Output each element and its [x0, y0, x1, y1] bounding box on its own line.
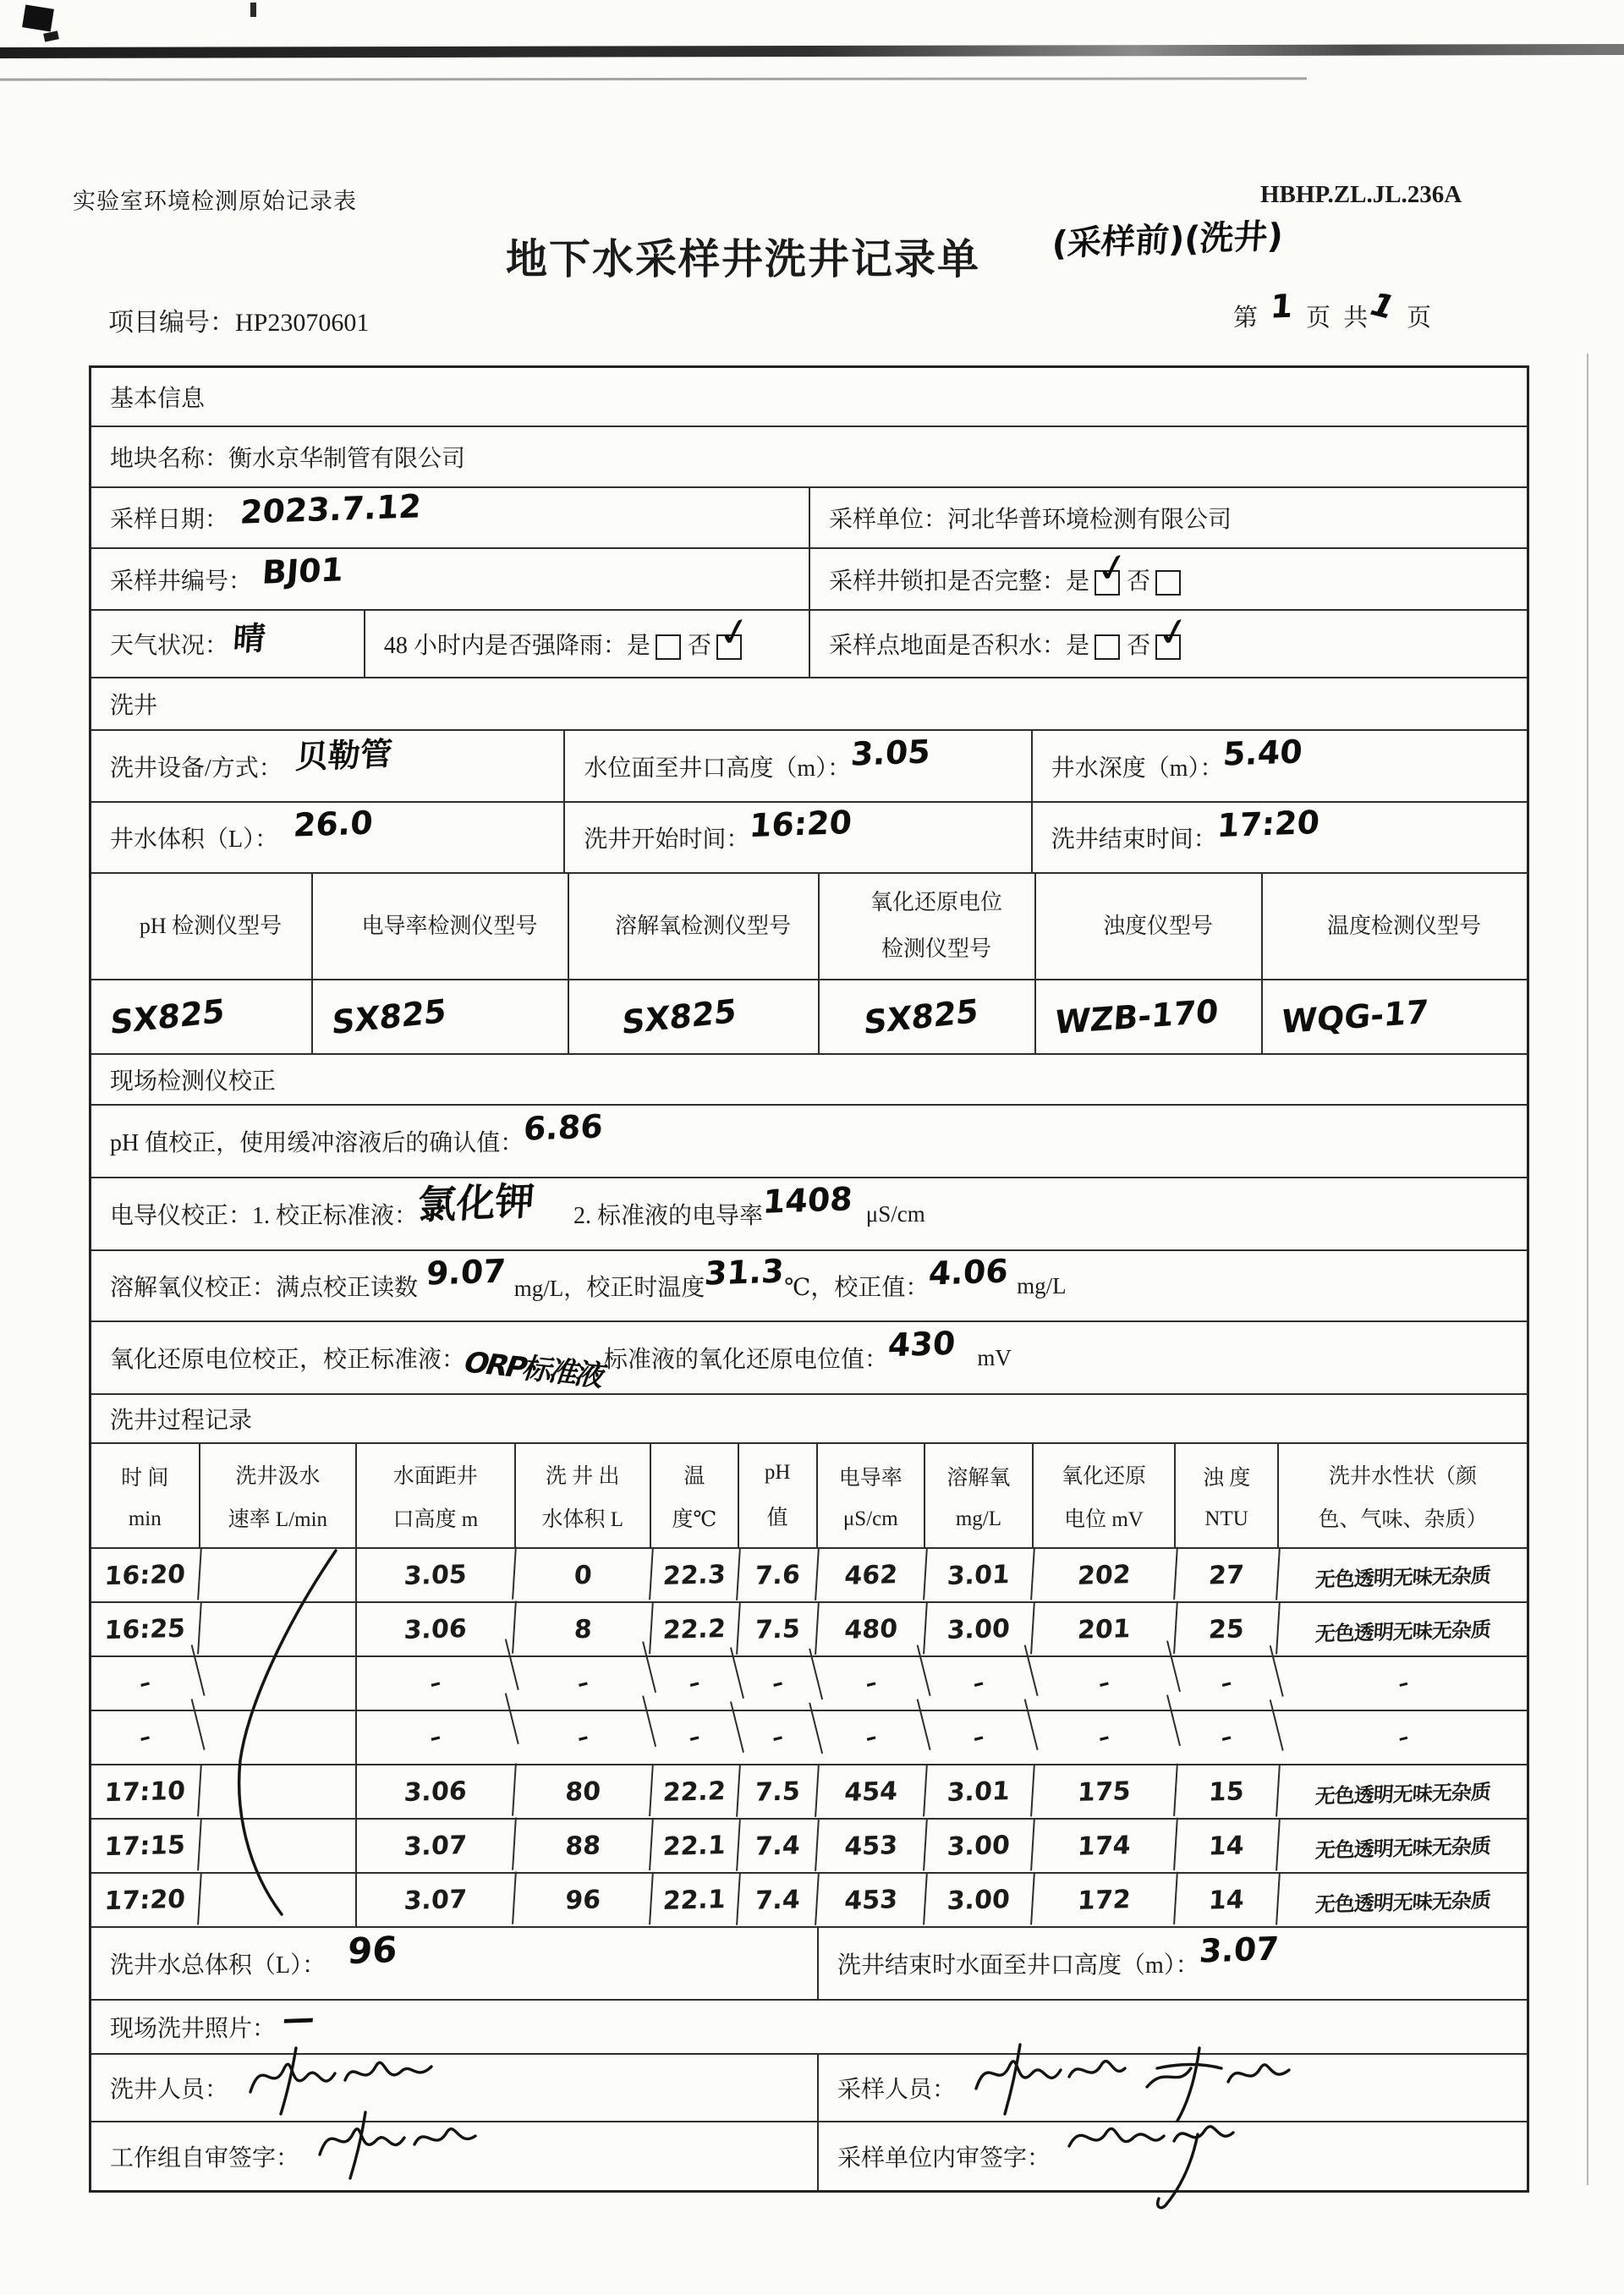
process-cell-r4-c10: 无色透明无味无杂质: [1314, 1779, 1491, 1809]
well-water-volume-label: 井水体积（L）：: [110, 826, 279, 853]
process-cell-r5-c4: 22.1: [650, 1819, 740, 1874]
sampling-org-label: 采样单位：: [829, 507, 948, 533]
section-title-washing: 洗井: [110, 693, 158, 719]
process-cell-r3-c4: –: [646, 1701, 744, 1773]
process-row-6: [91, 1874, 1527, 1928]
orp-meter-model: SX825: [820, 980, 1036, 1053]
row-personnel: [91, 2055, 1527, 2122]
process-cell-r0-c9: 27: [1174, 1547, 1280, 1602]
process-header-col-4: 温 度℃: [651, 1444, 739, 1547]
site-name-value: 衡水京华制管有限公司: [228, 446, 466, 472]
conductivity-calibration: [91, 1178, 1527, 1249]
well-depth-label: 井水深度（m）：: [1051, 755, 1224, 782]
row-meter-headers: [91, 874, 1527, 980]
weather: [91, 611, 365, 677]
process-cell-r1-c9: 25: [1174, 1601, 1280, 1656]
process-header-col-6: 电导率 μS/cm: [818, 1444, 926, 1547]
heavy-rain-question: [365, 607, 810, 677]
project-number-value: HP23070601: [235, 309, 370, 337]
process-cell-r2-c0: –: [86, 1644, 205, 1721]
section-row-process: [91, 1395, 1527, 1444]
orp-meter-header: 氧化还原电位 检测仪型号: [820, 874, 1036, 979]
page-prefix: 第: [1233, 305, 1262, 332]
process-cell-r5-c3: 88: [514, 1818, 653, 1874]
orp-cal-label1: 氧化还原电位校正，校正标准液：: [110, 1347, 466, 1373]
row-date-org: [91, 488, 1527, 549]
process-header-col-9: 浊 度 NTU: [1176, 1444, 1279, 1547]
do-temp-value: 31.3: [703, 1252, 786, 1293]
checkbox-lock-yes-checked: [1092, 541, 1133, 596]
checkbox-ponding-no-checked: [1153, 607, 1194, 660]
sampling-date: [91, 488, 810, 547]
sampling-org-value: 河北华普环境检测有限公司: [947, 507, 1232, 533]
do-cal-value: 4.06: [927, 1252, 1010, 1293]
do-unit2: mg/L: [1017, 1272, 1067, 1298]
row-conductivity-calibration: [91, 1178, 1527, 1251]
process-cell-r6-c5: 7.4: [738, 1873, 820, 1928]
weather-label: 天气状况：: [110, 633, 229, 659]
turbidity-meter-model: WZB-170: [1036, 980, 1263, 1053]
section-row-calibration: [91, 1055, 1527, 1106]
process-cell-r3-c7: –: [921, 1699, 1039, 1776]
washing-start-time: [565, 803, 1032, 872]
process-cell-r1-c8: 201: [1032, 1601, 1177, 1658]
well-water-volume-value: 26.0: [292, 804, 375, 844]
orp-calibration: [91, 1322, 1527, 1393]
ph-calibration: [91, 1106, 1527, 1177]
water-level-value: 3.05: [849, 732, 932, 773]
no-label: 否: [687, 633, 711, 659]
do-cal-label3: ℃，校正值：: [784, 1275, 930, 1301]
process-cell-r0-c7: 3.01: [924, 1547, 1034, 1602]
page-number: [1233, 286, 1435, 333]
cond-cal-label1: 电导仪校正：1. 校正标准液：: [110, 1203, 419, 1229]
page-mid: 页: [1305, 305, 1334, 332]
form-code: HBHP.ZL.JL.236A: [1260, 181, 1462, 208]
cond-cal-label2: 2. 标准液的电导率: [573, 1203, 764, 1229]
process-row-0: [91, 1549, 1527, 1603]
process-cell-r6-c7: 3.00: [924, 1872, 1034, 1927]
process-cell-r0-c5: 7.6: [738, 1548, 820, 1603]
checkbox-ponding-yes: [1095, 634, 1120, 660]
process-cell-r2-c7: –: [921, 1644, 1039, 1721]
rain-label: 48 小时内是否强降雨：: [383, 633, 627, 659]
washing-device-value: 贝勒管: [294, 734, 394, 777]
water-level-label: 水位面至井口高度（m）：: [584, 755, 852, 782]
total-volume-value: 96: [346, 1928, 399, 1972]
process-cell-r5-c2: 3.07: [355, 1817, 517, 1874]
total-pages-handwritten: 1: [1363, 286, 1406, 327]
process-cell-r4-c4: 22.2: [650, 1765, 740, 1820]
process-cell-r5-c10: 无色透明无味无杂质: [1314, 1833, 1491, 1863]
ponding-question: [810, 607, 1527, 677]
process-cell-r2-c8: –: [1029, 1641, 1180, 1727]
process-cell-r4-c5: 7.5: [738, 1765, 820, 1820]
form-title: 地下水采样井洗井记录单: [506, 236, 981, 283]
conductivity-meter-model: SX825: [313, 980, 569, 1053]
do-unit1: mg/L，: [513, 1275, 587, 1301]
orp-standard-value: 430: [886, 1324, 957, 1364]
well-depth-value: 5.40: [1221, 732, 1304, 773]
self-review-label: 工作组自审签字：: [110, 2145, 300, 2171]
row-review-signatures: [91, 2122, 1527, 2190]
checkbox-rain-yes: [656, 634, 681, 660]
process-cell-r3-c6: –: [813, 1699, 930, 1776]
checkmark: ✓: [1092, 541, 1133, 593]
process-cell-r4-c1: [200, 1765, 357, 1818]
process-cell-r1-c1: [200, 1603, 357, 1655]
scan-artifact-right-edge: [1587, 354, 1588, 2185]
sampling-date-label: 采样日期：: [110, 507, 229, 533]
well-id: [91, 549, 810, 609]
washing-device: [91, 731, 565, 801]
process-cell-r3-c3: –: [511, 1696, 656, 1780]
process-cell-r1-c6: 480: [816, 1601, 927, 1656]
process-cell-r6-c0: 17:20: [90, 1872, 201, 1927]
checkbox-lock-no: [1155, 570, 1181, 596]
process-cell-r4-c7: 3.01: [924, 1764, 1034, 1819]
process-cell-r5-c0: 17:15: [90, 1818, 201, 1873]
process-cell-r0-c2: 3.05: [355, 1546, 517, 1603]
no-label: 否: [1127, 568, 1151, 595]
process-cell-r2-c6: –: [813, 1644, 930, 1721]
washing-personnel-label: 洗井人员：: [110, 2077, 229, 2103]
do-meter-header: 溶解氧检测仪型号: [569, 874, 820, 979]
washing-start-value: 16:20: [748, 803, 853, 845]
process-cell-r1-c0: 16:25: [90, 1601, 201, 1656]
process-cell-r3-c10: –: [1395, 1725, 1411, 1750]
process-cell-r5-c1: [200, 1820, 357, 1872]
process-cell-r3-c2: –: [353, 1693, 519, 1782]
process-cell-r2-c2: –: [353, 1639, 519, 1728]
process-table-header: [91, 1444, 1527, 1549]
site-name-label: 地块名称：: [110, 446, 229, 472]
no-label: 否: [1127, 633, 1151, 659]
process-cell-r4-c9: 15: [1174, 1764, 1280, 1819]
process-cell-r2-c3: –: [511, 1642, 656, 1726]
process-cell-r4-c2: 3.06: [355, 1763, 517, 1820]
process-header-col-5: pH 值: [739, 1444, 818, 1547]
row-do-calibration: [91, 1251, 1527, 1322]
process-cell-r1-c3: 8: [514, 1601, 653, 1657]
process-cell-r3-c0: –: [86, 1699, 205, 1776]
document-type-label: 实验室环境检测原始记录表: [73, 189, 357, 214]
process-cell-r4-c0: 17:10: [90, 1764, 201, 1819]
ph-calibration-label: pH 值校正，使用缓冲溶液后的确认值：: [110, 1130, 524, 1156]
process-cell-r0-c1: [200, 1549, 357, 1601]
process-cell-r4-c6: 454: [816, 1764, 927, 1819]
process-row-4: [91, 1765, 1527, 1820]
process-cell-r3-c8: –: [1029, 1695, 1180, 1781]
orp-cal-label2: 标准液的氧化还原电位值：: [604, 1347, 889, 1373]
scan-artifact-blob: [43, 30, 59, 41]
well-lock-question: [810, 541, 1527, 609]
do-calibration: [91, 1251, 1527, 1320]
orp-standard-solution: ORP标准液: [458, 1345, 609, 1393]
row-orp-calibration: [91, 1322, 1527, 1395]
process-cell-r2-c1: [200, 1657, 357, 1710]
pages-prefix: 共: [1343, 305, 1372, 332]
process-cell-r6-c3: 96: [514, 1872, 653, 1928]
process-cell-r6-c10: 无色透明无味无杂质: [1314, 1887, 1491, 1917]
washing-end-value: 17:20: [1215, 803, 1321, 845]
process-cell-r2-c5: –: [734, 1649, 823, 1719]
well-water-volume: [91, 803, 565, 872]
ponding-label: 采样点地面是否积水：: [829, 633, 1067, 659]
checkmark: ✓: [714, 607, 754, 657]
site-photos-label: 现场洗井照片：: [110, 2016, 277, 2042]
process-header-col-2: 水面距井 口高度 m: [357, 1444, 515, 1547]
internal-review-label: 采样单位内审签字：: [837, 2145, 1051, 2171]
scan-artifact-blob: [250, 3, 256, 17]
checkmark: ✓: [1153, 607, 1194, 657]
process-cell-r0-c8: 202: [1032, 1547, 1177, 1604]
scan-artifact-gray-line: [0, 77, 1307, 80]
washing-end-label: 洗井结束时间：: [1051, 826, 1217, 853]
process-header-col-3: 洗 井 出 水体积 L: [516, 1444, 652, 1547]
row-site-name: [91, 427, 1527, 488]
well-depth: [1033, 731, 1527, 801]
section-row-washing: [91, 678, 1527, 731]
checkbox-rain-no-checked: [714, 607, 754, 660]
well-id-label: 采样井编号：: [110, 568, 253, 595]
process-cell-r6-c9: 14: [1174, 1872, 1280, 1927]
process-cell-r3-c5: –: [734, 1703, 823, 1773]
end-water-level-value: 3.07: [1198, 1930, 1281, 1970]
process-cell-r1-c5: 7.5: [738, 1602, 820, 1657]
process-header-col-10: 洗井水性状（颜 色、气味、杂质）: [1318, 1464, 1488, 1531]
sampling-personnel-label: 采样人员：: [837, 2077, 956, 2103]
process-header-col-8: 氧化还原 电位 mV: [1034, 1444, 1177, 1547]
process-cell-r1-c7: 3.00: [924, 1601, 1034, 1656]
process-cell-r0-c3: 0: [514, 1547, 653, 1603]
total-washing-volume: [91, 1928, 819, 1999]
row-weather: [91, 607, 1527, 678]
process-header-col-0: 时 间 min: [91, 1444, 200, 1547]
process-cell-r4-c3: 80: [514, 1764, 653, 1820]
weather-value: 晴: [232, 618, 267, 658]
row-volume-times: [91, 803, 1527, 874]
washing-device-label: 洗井设备/方式：: [110, 755, 283, 782]
process-cell-r2-c10: –: [1395, 1671, 1411, 1696]
process-cell-r4-c8: 175: [1032, 1764, 1177, 1820]
scan-artifact-top-line: [0, 44, 1624, 58]
site-photos-value: —: [281, 1999, 316, 2038]
process-cell-r1-c2: 3.06: [355, 1600, 517, 1657]
turbidity-meter-header: 浊度仪型号: [1036, 874, 1263, 979]
do-meter-model: SX825: [569, 980, 820, 1053]
process-cell-r0-c6: 462: [816, 1547, 927, 1602]
process-cell-r3-c1: [200, 1711, 357, 1764]
sampling-org-internal-review: [819, 2122, 1527, 2190]
do-reading-value: 9.07: [425, 1252, 508, 1293]
yes-label: 是: [1066, 633, 1090, 659]
process-cell-r1-c10: 无色透明无味无杂质: [1314, 1617, 1491, 1646]
pages-suffix: 页: [1406, 305, 1435, 332]
row-meter-models: [91, 980, 1527, 1055]
section-title-process: 洗井过程记录: [110, 1408, 253, 1434]
washing-end-time: [1033, 803, 1527, 872]
process-cell-r6-c4: 22.1: [650, 1873, 740, 1928]
sampling-date-value: 2023.7.12: [239, 487, 423, 531]
well-lock-label: 采样井锁扣是否完整：: [829, 568, 1067, 595]
process-cell-r5-c9: 14: [1174, 1818, 1280, 1873]
do-cal-label2: 校正时温度: [586, 1275, 705, 1301]
signature-scribble: [1062, 2107, 1257, 2209]
process-table-body: [91, 1549, 1527, 1928]
ph-calibration-value: 6.86: [522, 1107, 605, 1148]
process-cell-r5-c8: 174: [1032, 1818, 1177, 1875]
process-cell-r2-c4: –: [646, 1647, 744, 1719]
total-volume-label: 洗井水总体积（L）：: [110, 1952, 326, 1979]
section-row-basic-info: [91, 368, 1527, 427]
ph-meter-header: pH 检测仪型号: [91, 874, 313, 979]
site-name: [91, 427, 1527, 486]
temperature-meter-model: WQG-17: [1280, 992, 1430, 1041]
process-cell-r5-c7: 3.00: [924, 1818, 1034, 1873]
temperature-meter-header: 温度检测仪型号: [1326, 913, 1481, 938]
cond-standard-value: 1408: [761, 1180, 854, 1221]
section-title-calibration: 现场检测仪校正: [110, 1068, 277, 1095]
process-cell-r1-c4: 22.2: [650, 1602, 740, 1657]
row-device-levels: [91, 731, 1527, 803]
process-row-5: [91, 1820, 1527, 1874]
do-cal-label1: 溶解氧仪校正：满点校正读数: [110, 1275, 419, 1301]
process-cell-r5-c6: 453: [816, 1818, 927, 1873]
title-handwritten-annotation: (采样前)(洗井): [1051, 217, 1285, 264]
process-cell-r0-c10: 无色透明无味无杂质: [1314, 1562, 1491, 1592]
process-header-col-7: 溶解氧 mg/L: [925, 1444, 1034, 1547]
well-id-value: BJ01: [261, 550, 345, 591]
end-water-level: [819, 1928, 1527, 1999]
cond-unit: μS/cm: [865, 1200, 925, 1227]
row-total-volume: [91, 1928, 1527, 2001]
cond-standard-solution: 氯化钾: [415, 1178, 536, 1228]
yes-label: 是: [626, 633, 650, 659]
conductivity-meter-header: 电导率检测仪型号: [313, 874, 569, 979]
process-cell-r6-c6: 453: [816, 1872, 927, 1927]
process-cell-r6-c1: [200, 1874, 357, 1926]
project-number-label: 项目编号：: [108, 309, 235, 337]
scan-artifact-blob: [22, 5, 54, 32]
process-cell-r0-c0: 16:20: [90, 1547, 201, 1602]
process-cell-r2-c9: –: [1171, 1645, 1284, 1721]
process-cell-r6-c8: 172: [1032, 1872, 1177, 1929]
workgroup-self-review: [91, 2122, 819, 2190]
process-header-col-1: 洗井汲水 速率 L/min: [200, 1444, 357, 1547]
form-table: [89, 365, 1529, 2193]
end-water-level-label: 洗井结束时水面至井口高度（m）：: [837, 1952, 1199, 1979]
sampling-org: [810, 488, 1527, 547]
orp-unit: mV: [977, 1344, 1012, 1370]
page-no-handwritten: 1: [1269, 287, 1298, 326]
process-cell-r0-c4: 22.3: [650, 1548, 740, 1603]
project-number: [108, 301, 369, 338]
row-ph-calibration: [91, 1106, 1527, 1178]
process-cell-r5-c5: 7.4: [738, 1819, 820, 1874]
washing-start-label: 洗井开始时间：: [584, 826, 750, 853]
row-well-lock: [91, 541, 1527, 611]
yes-label: 是: [1066, 568, 1090, 595]
water-level-height: [565, 731, 1032, 801]
process-cell-r3-c9: –: [1171, 1699, 1284, 1776]
section-title-basic-info: 基本信息: [110, 386, 206, 412]
process-cell-r6-c2: 3.07: [355, 1871, 517, 1928]
ph-meter-model: SX825: [91, 980, 313, 1053]
signature-scribble: [311, 2106, 480, 2187]
